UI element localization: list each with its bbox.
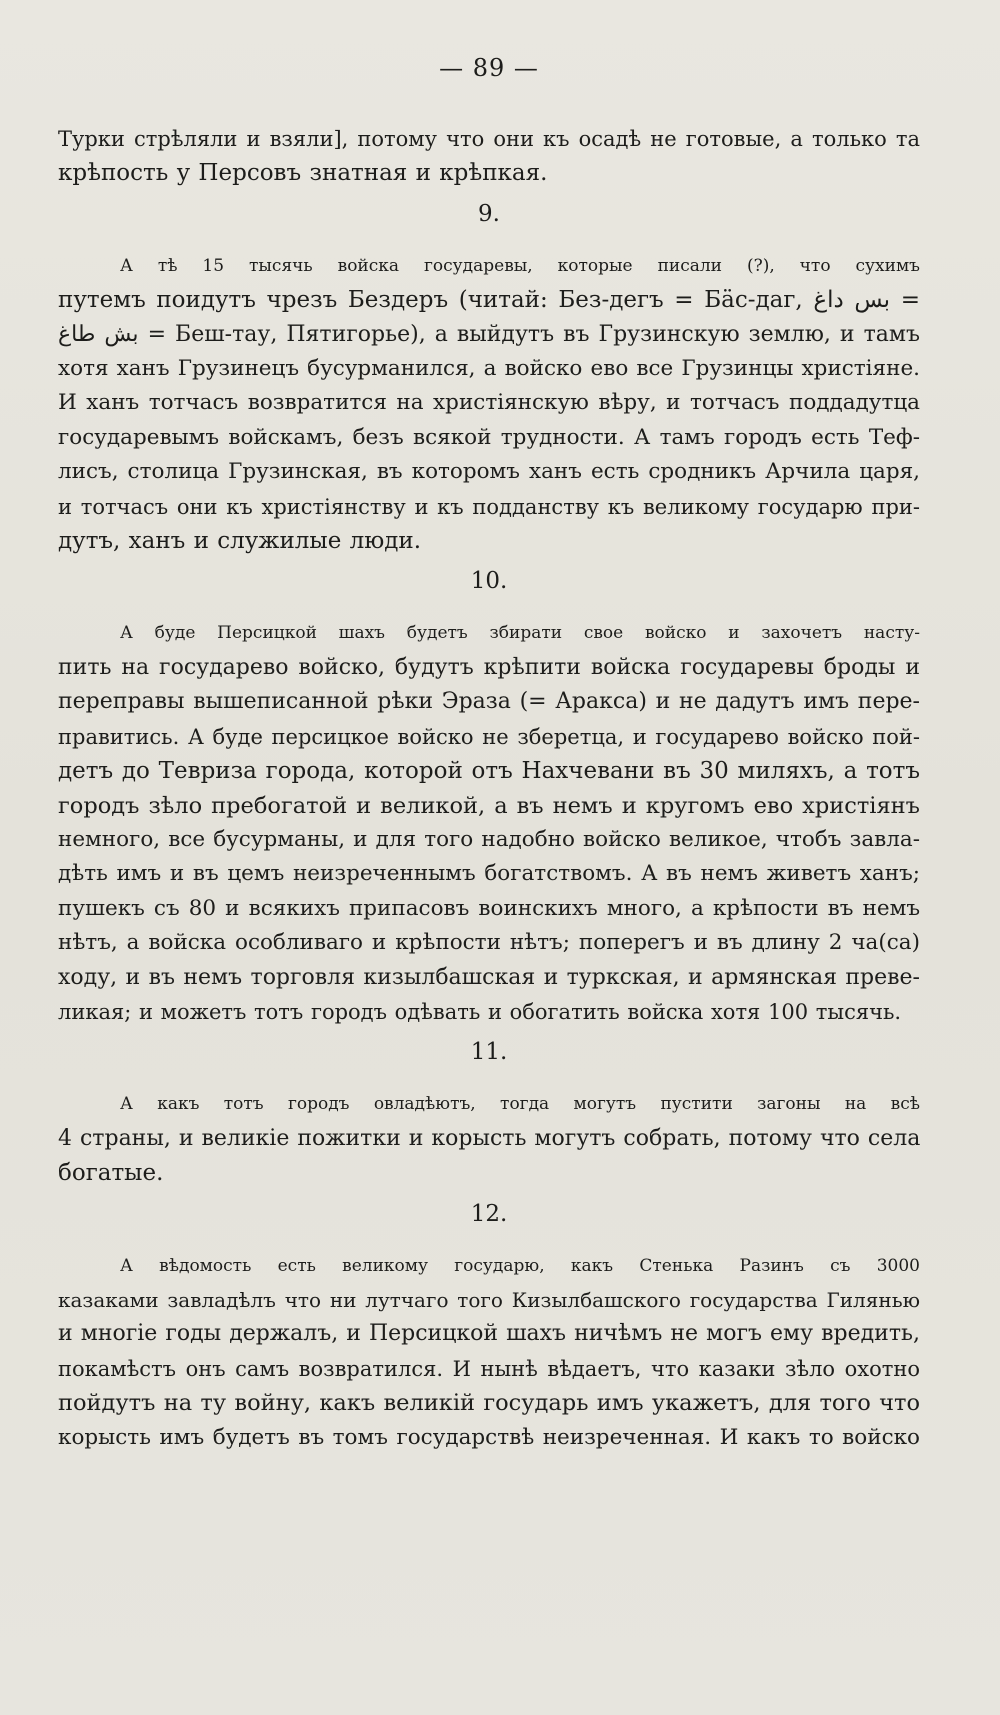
text-line: правитись. А буде персицкое войско не зберетца, и государево войско пой- (58, 724, 920, 749)
section-number: 11. (470, 1039, 508, 1066)
text-line: И ханъ тотчасъ возвратится на христiянскую вѣру, и тотчасъ поддадутца (58, 390, 920, 416)
text-line: пойдутъ на ту войну, какъ великiй государь имъ укажетъ, для того что (58, 1390, 920, 1417)
text-line: корысть имъ будетъ въ томъ государствѣ неизреченная. И какъ то войско (58, 1424, 920, 1450)
text-line: А какъ тотъ городъ овладѣютъ, тогда могутъ пустити загоны на всѣ (120, 1094, 920, 1115)
text-line: и тотчасъ они къ христiянству и къ подданству къ великому государю при- (58, 494, 920, 519)
text-line: дѣть имъ и въ цемъ неизреченнымъ богатствомъ. А въ немъ живетъ ханъ; (58, 861, 920, 887)
text-line: хотя ханъ Грузинецъ бусурманился, а войско ево все Грузинцы христiяне. (58, 356, 920, 382)
section-number: 10. (470, 568, 508, 595)
text-line: крѣпость у Персовъ знатная и крѣпкая. (58, 160, 548, 187)
text-line: А вѣдомость есть великому государю, какъ Стенька Разинъ съ 3000 (120, 1255, 920, 1276)
text-line: и многiе годы держалъ, и Персицкой шахъ ничѣмъ не могъ ему вредить, (58, 1321, 920, 1347)
paragraph (58, 1249, 920, 1455)
text-line: переправы вышеписанной рѣки Эраза (= Аракса) и не дадутъ имъ пере- (58, 689, 920, 715)
paragraph (58, 1087, 920, 1190)
text-line: Турки стрѣляли и взяли], потому что они къ осадѣ не готовые, а только та (58, 127, 920, 151)
page-content (58, 52, 920, 1455)
text-line: ликая; и можетъ тотъ городъ одѣвать и обогатить войска хотя 100 тысячь. (58, 999, 902, 1024)
text-line: покамѣстъ онъ самъ возвратился. И нынѣ вѣдаетъ, что казаки зѣло охотно (58, 1356, 920, 1381)
text-line: 4 страны, и великiе пожитки и корысть могутъ собрать, потому что села (58, 1125, 921, 1151)
text-line: государевымъ войскамъ, безъ всякой трудности. А тамъ городъ есть Теф- (58, 424, 920, 450)
text-line: нѣтъ, а войска особливаго и крѣпости нѣтъ; поперегъ и въ длину 2 ча(са) (58, 930, 920, 956)
text-line: пушекъ съ 80 и всякихъ припасовъ воинскихъ много, а крѣпости въ немъ (58, 895, 920, 921)
page-number: — 89 — (439, 54, 539, 82)
text-line: городъ зѣло пребогатой и великой, а въ немъ и кругомъ ево христiянъ (58, 792, 920, 819)
text-line: путемъ поидутъ чрезъ Бездеръ (читай: Без-дегъ = Бäс-даг, بس داغ = (58, 287, 920, 314)
text-body (58, 122, 920, 1455)
section-number: 12. (470, 1200, 508, 1227)
text-line: А буде Персицкой шахъ будетъ збирати свое войско и захочетъ насту- (120, 623, 920, 644)
text-line: детъ до Тевриза города, которой отъ Нахчевани въ 30 миляхъ, а тотъ (58, 758, 920, 785)
text-line: немного, все бусурманы, и для того надобно войско великое, чтобъ завла- (58, 826, 920, 852)
section-number: 9. (478, 200, 500, 227)
paragraph (58, 122, 920, 191)
text-line: дутъ, ханъ и служилые люди. (58, 528, 422, 555)
paragraph (58, 249, 920, 559)
text-line: пить на государево войско, будутъ крѣпити войска государевы броды и (58, 654, 920, 680)
text-line: ходу, и въ немъ торговля кизылбашская и туркская, и армянская преве- (58, 964, 920, 990)
text-line: богатые. (58, 1160, 164, 1187)
text-line: лисъ, столица Грузинская, въ которомъ ханъ есть сродникъ Арчила царя, (58, 459, 920, 485)
text-line: بش طاغ = Беш-тау, Пятигорье), а выйдутъ въ Грузинскую землю, и тамъ (58, 321, 920, 347)
text-line: А тѣ 15 тысячь войска государевы, которые писали (?), что сухимъ (120, 255, 920, 276)
paragraph (58, 616, 920, 1029)
text-line: казаками завладѣлъ что ни лутчаго того Кизылбашского государства Гилянью (58, 1287, 920, 1312)
